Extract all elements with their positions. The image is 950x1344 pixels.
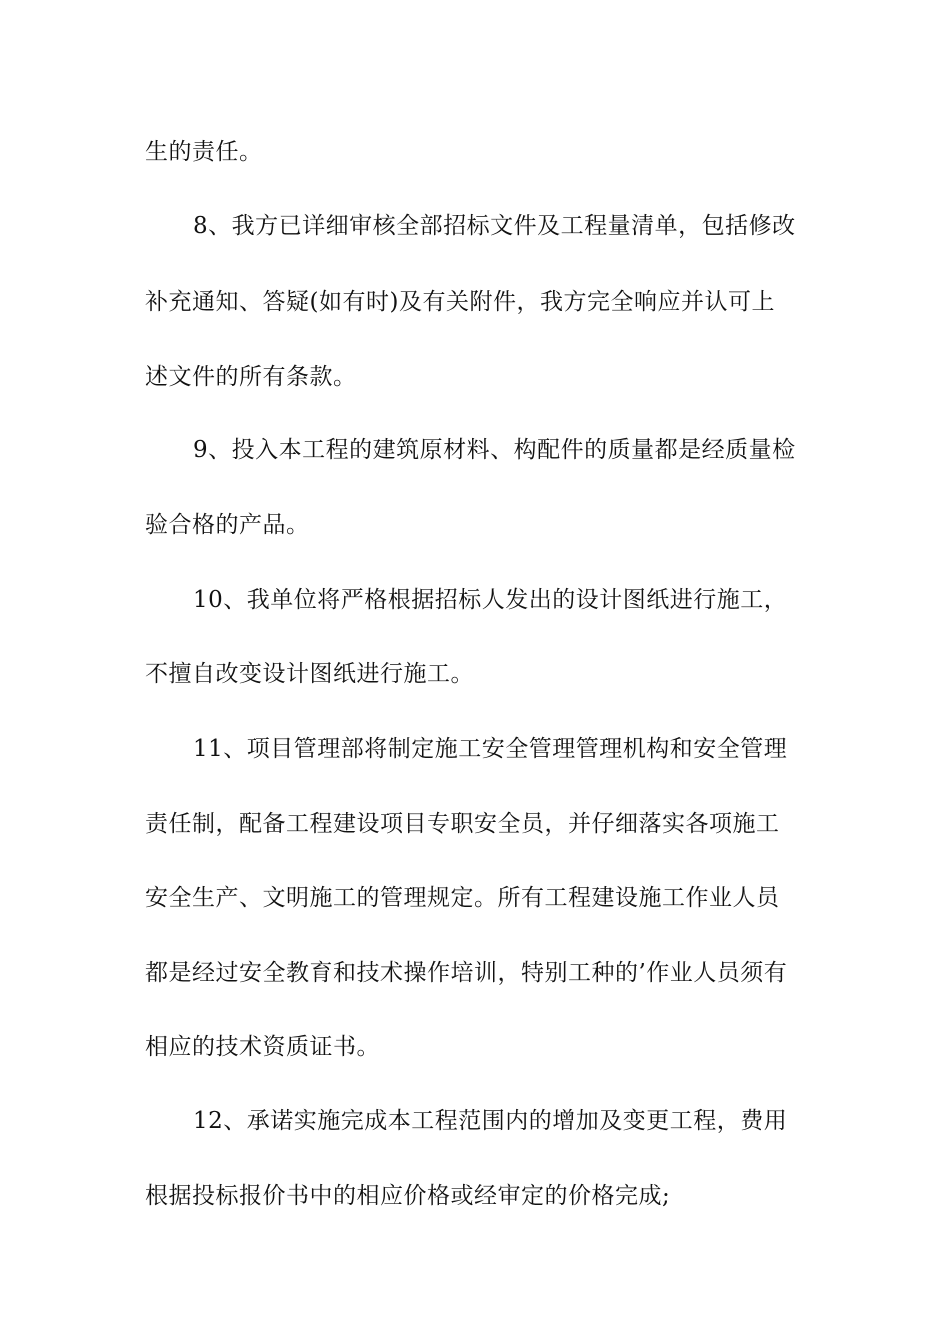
paragraph-9-line-1: 9、投入本工程的建筑原材料、构配件的质量都是经质量检 [193, 437, 796, 463]
text-line: 安全生产、文明施工的管理规定。所有工程建设施工作业人员 [145, 885, 780, 911]
text-line: 责任制，配备工程建设项目专职安全员，并仔细落实各项施工 [145, 811, 780, 837]
text-line: 述文件的所有条款。 [145, 364, 357, 390]
text-line: 都是经过安全教育和技术操作培训，特别工种的’作业人员须有 [145, 960, 788, 986]
paragraph-10-line-1: 10、我单位将严格根据招标人发出的设计图纸进行施工， [193, 587, 788, 613]
text-line: 不擅自改变设计图纸进行施工。 [145, 661, 474, 687]
text-line: 根据投标报价书中的相应价格或经审定的价格完成; [145, 1183, 671, 1209]
text-line: 验合格的产品。 [145, 512, 310, 538]
text-line: 生的责任。 [145, 139, 263, 165]
paragraph-11-line-1: 11、项目管理部将制定施工安全管理管理机构和安全管理 [193, 736, 788, 762]
text-line: 补充通知、答疑(如有时)及有关附件，我方完全响应并认可上 [145, 289, 775, 315]
text-line: 相应的技术资质证书。 [145, 1034, 380, 1060]
paragraph-12-line-1: 12、承诺实施完成本工程范围内的增加及变更工程，费用 [193, 1108, 788, 1134]
paragraph-8-line-1: 8、我方已详细审核全部招标文件及工程量清单，包括修改 [193, 213, 796, 239]
